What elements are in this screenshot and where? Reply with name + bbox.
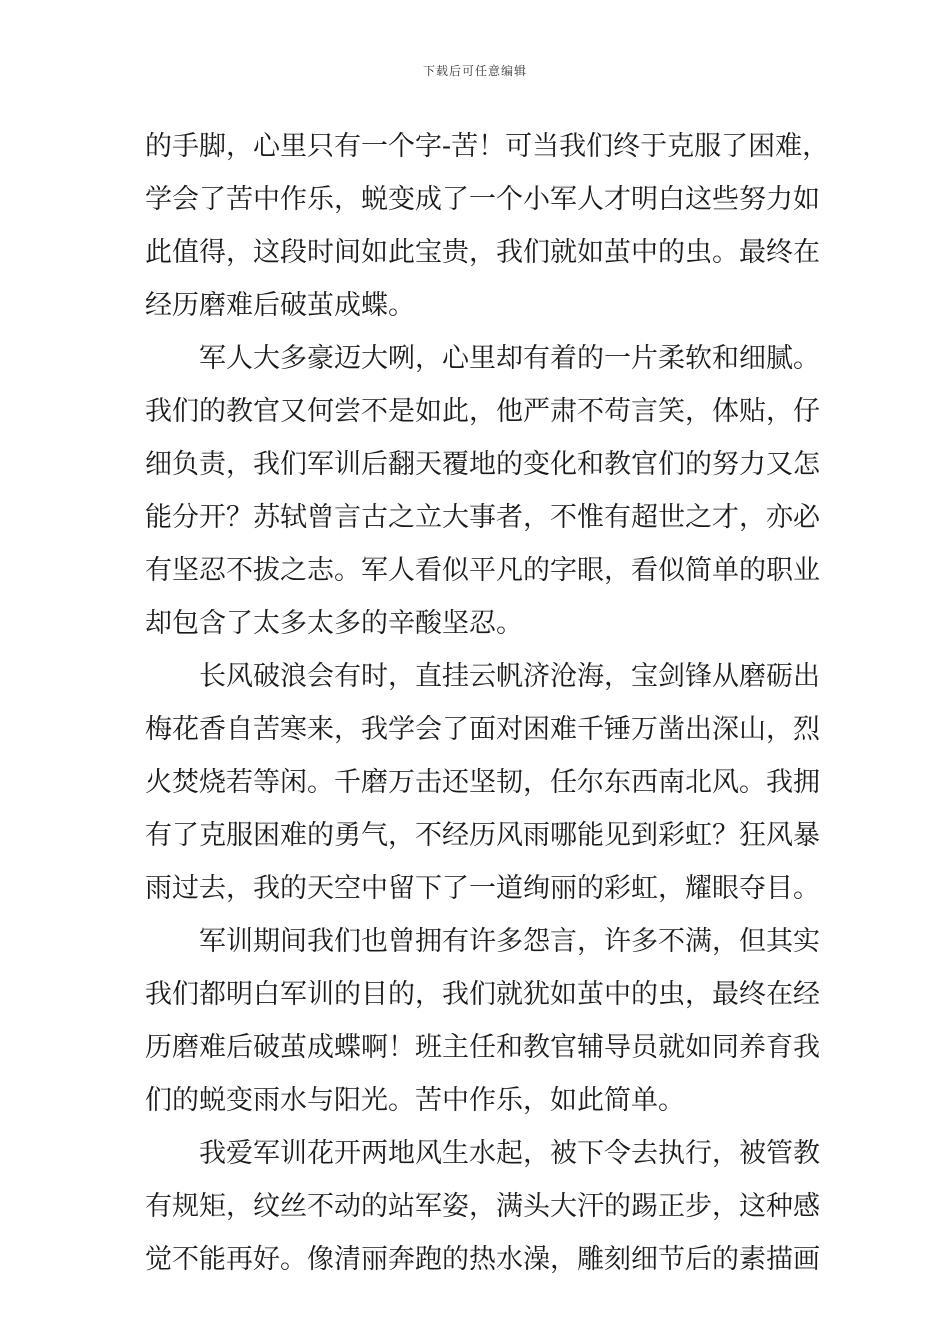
text-line: 雨过去，我的天空中留下了一道绚丽的彩虹，耀眼夺目。 [145, 873, 820, 904]
text-line: 有了克服困难的勇气，不经历风雨哪能见到彩虹？狂风暴 [145, 820, 820, 851]
text-line: 我爱军训花开两地风生水起，被下令去执行，被管教 [199, 1138, 820, 1169]
text-line: 我们的教官又何尝不是如此，他严肃不苟言笑，体贴，仔 [145, 396, 820, 427]
text-line: 我们都明白军训的目的，我们就犹如茧中的虫，最终在经 [145, 979, 820, 1010]
text-line: 们的蜕变雨水与阳光。苦中作乐，如此简单。 [145, 1085, 685, 1116]
text-line: 能分开？苏轼曾言古之立大事者，不惟有超世之才，亦必 [145, 502, 820, 533]
text-line: 细负责，我们军训后翻天覆地的变化和教官们的努力又怎 [145, 449, 820, 480]
text-line: 有规矩，纹丝不动的站军姿，满头大汗的踢正步，这种感 [145, 1191, 820, 1222]
text-line: 的手脚，心里只有一个字-苦！可当我们终于克服了困难， [145, 131, 830, 162]
text-line: 有坚忍不拔之志。军人看似平凡的字眼，看似简单的职业 [145, 555, 820, 586]
text-line: 却包含了太多太多的辛酸坚忍。 [145, 608, 523, 639]
text-line: 学会了苦中作乐，蜕变成了一个小军人才明白这些努力如 [145, 184, 820, 215]
text-line: 火焚烧若等闲。千磨万击还坚韧，任尔东西南北风。我拥 [145, 767, 820, 798]
text-line: 经历磨难后破茧成蝶。 [145, 290, 415, 321]
paragraph-5 [145, 1127, 820, 1286]
text-line: 长风破浪会有时，直挂云帆济沧海，宝剑锋从磨砺出 [199, 661, 820, 692]
paragraph-4 [145, 915, 820, 1127]
text-line: 梅花香自苦寒来，我学会了面对困难千锤万凿出深山，烈 [145, 714, 820, 745]
document-body [145, 120, 830, 1286]
paragraph-1 [145, 120, 830, 332]
text-line: 觉不能再好。像清丽奔跑的热水澡，雕刻细节后的素描画 [145, 1244, 820, 1275]
paragraph-3 [145, 650, 820, 915]
text-line: 军人大多豪迈大咧，心里却有着的一片柔软和细腻。 [199, 343, 820, 374]
text-line: 此值得，这段时间如此宝贵，我们就如茧中的虫。最终在 [145, 237, 820, 268]
text-line: 历磨难后破茧成蝶啊！班主任和教官辅导员就如同养育我 [145, 1032, 820, 1063]
page-header: 下载后可任意编辑 [422, 64, 527, 78]
paragraph-2 [145, 332, 820, 650]
text-line: 军训期间我们也曾拥有许多怨言，许多不满，但其实 [199, 926, 820, 957]
